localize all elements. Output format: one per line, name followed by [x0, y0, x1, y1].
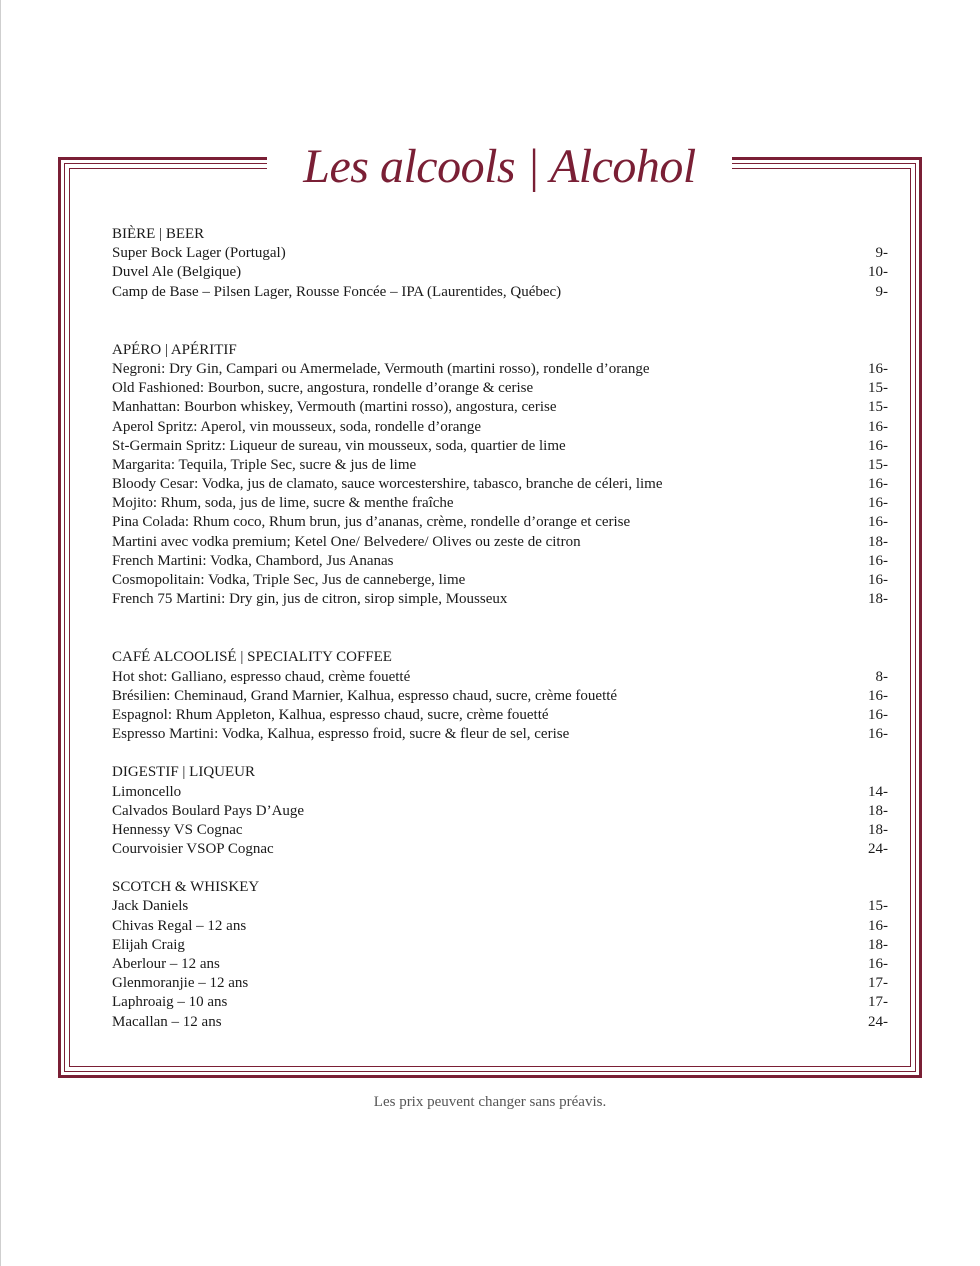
menu-item: [112, 706, 888, 725]
item-name: Calvados Boulard Pays D’Auge: [112, 802, 305, 819]
section-cafe: [112, 648, 888, 744]
item-name: Cosmopolitain: Vodka, Triple Sec, Jus de canneberge, lime: [112, 572, 466, 588]
item-name: St-Germain Spritz: Liqueur de sureau, vin mousseux, soda, quartier de lime: [112, 437, 566, 454]
item-price: 16-: [868, 495, 888, 512]
menu-item: [112, 379, 888, 398]
item-name: Jack Daniels: [112, 898, 189, 915]
item-price: 14-: [868, 783, 888, 800]
item-price: 18-: [868, 936, 888, 953]
item-price: 16-: [868, 514, 888, 531]
item-price: 16-: [868, 552, 888, 569]
section-title: SCOTCH & WHISKEY: [112, 879, 260, 896]
item-name: Manhattan: Bourbon whiskey, Vermouth (martini rosso), angostura, cerise: [112, 399, 557, 416]
item-price: 16-: [868, 687, 888, 704]
menu-item: [112, 687, 888, 706]
item-name: Elijah Craig: [112, 936, 185, 953]
item-name: Hennessy VS Cognac: [112, 821, 243, 838]
item-name: Glenmoranjie – 12 ans: [112, 975, 249, 992]
item-price: 16-: [868, 917, 888, 934]
item-price: 15-: [868, 456, 888, 473]
item-name: Espagnol: Rhum Appleton, Kalhua, espresso chaud, sucre, crème fouetté: [112, 706, 549, 723]
item-price: 16-: [868, 706, 888, 723]
menu-item: [112, 897, 888, 916]
menu-item: [112, 821, 888, 840]
item-price: 16-: [868, 956, 888, 972]
item-name: Negroni: Dry Gin, Campari ou Amermelade, Vermouth (martini rosso), rondelle d’orange: [112, 360, 650, 377]
item-price: 15-: [868, 380, 888, 397]
menu-item: [112, 418, 888, 437]
section-title: APÉRO | APÉRITIF: [112, 341, 237, 358]
item-price: 16-: [868, 418, 888, 435]
item-name: Martini avec vodka premium; Ketel One/ Belvedere/ Olives ou zeste de citron: [112, 533, 581, 550]
item-price: 9-: [875, 245, 888, 262]
menu-item: [112, 533, 888, 552]
menu-item: [112, 802, 888, 821]
item-name: Laphroaig – 10 ans: [112, 994, 228, 1011]
item-price: 17-: [868, 975, 888, 992]
item-price: 15-: [868, 898, 888, 915]
item-price: 24-: [868, 841, 888, 858]
menu-item: [112, 513, 888, 532]
item-name: Camp de Base – Pilsen Lager, Rousse Foncée – IPA (Laurentides, Québec): [112, 283, 562, 300]
page-edge-line: [0, 0, 1, 1266]
item-price: 16-: [868, 476, 888, 493]
section-digestif: [112, 763, 888, 859]
item-name: French Martini: Vodka, Chambord, Jus Ananas: [112, 552, 394, 569]
item-price: 8-: [875, 668, 888, 685]
item-price: 15-: [868, 399, 888, 416]
menu-item: [112, 917, 888, 936]
menu-item: [112, 590, 888, 609]
menu-item: [112, 668, 888, 687]
menu-item: [112, 398, 888, 417]
menu-item: [112, 475, 888, 494]
item-name: Bloody Cesar: Vodka, jus de clamato, sauce worcestershire, tabasco, branche de céleri, lime: [112, 476, 663, 493]
item-name: Aperol Spritz: Aperol, vin mousseux, soda, rondelle d’orange: [112, 418, 482, 435]
item-name: Old Fashioned: Bourbon, sucre, angostura, rondelle d’orange & cerise: [112, 380, 534, 397]
menu-item: [112, 571, 888, 590]
menu-item: [112, 283, 888, 302]
menu-item: [112, 783, 888, 802]
item-price: 16-: [868, 360, 888, 377]
item-price: 16-: [868, 726, 888, 743]
item-name: Chivas Regal – 12 ans: [112, 917, 247, 934]
section-title: BIÈRE | BEER: [112, 226, 205, 242]
item-price: 24-: [868, 1013, 888, 1030]
item-name: Duvel Ale (Belgique): [112, 264, 242, 281]
item-name: Aberlour – 12 ans: [112, 956, 220, 972]
item-name: Macallan – 12 ans: [112, 1013, 222, 1030]
item-name: French 75 Martini: Dry gin, jus de citron, sirop simple, Mousseux: [112, 591, 508, 608]
page-title: Les alcools | Alcohol: [303, 140, 696, 193]
menu-item: [112, 840, 888, 859]
menu-item: [112, 974, 888, 993]
item-price: 18-: [868, 802, 888, 819]
item-name: Brésilien: Cheminaud, Grand Marnier, Kalhua, espresso chaud, sucre, crème fouetté: [112, 687, 618, 704]
item-name: Hot shot: Galliano, espresso chaud, crème fouetté: [112, 668, 411, 685]
menu-item: [112, 552, 888, 571]
item-price: 9-: [875, 283, 888, 300]
section-scotch: [112, 878, 888, 1032]
menu-item: [112, 993, 888, 1012]
section-title: CAFÉ ALCOOLISÉ | SPECIALITY COFFEE: [112, 649, 392, 666]
menu-item: [112, 494, 888, 513]
menu-item: [112, 725, 888, 744]
section-apero: [112, 341, 888, 610]
item-name: Espresso Martini: Vodka, Kalhua, espresso froid, sucre & fleur de sel, cerise: [112, 726, 570, 743]
menu-item: [112, 360, 888, 379]
item-name: Courvoisier VSOP Cognac: [112, 841, 274, 858]
item-price: 18-: [868, 591, 888, 608]
item-price: 18-: [868, 821, 888, 838]
menu-item: [112, 1013, 888, 1032]
menu-item: [112, 437, 888, 456]
item-name: Limoncello: [112, 783, 182, 800]
item-name: Super Bock Lager (Portugal): [112, 245, 286, 262]
section-title: DIGESTIF | LIQUEUR: [112, 764, 255, 781]
item-price: 18-: [868, 533, 888, 550]
item-name: Pina Colada: Rhum coco, Rhum brun, jus d’ananas, crème, rondelle d’orange et cerise: [112, 514, 631, 531]
menu-item: [112, 936, 888, 955]
section-biere: [112, 225, 888, 302]
item-price: 16-: [868, 437, 888, 454]
menu-item: [112, 263, 888, 282]
item-name: Margarita: Tequila, Triple Sec, sucre & jus de lime: [112, 456, 417, 473]
item-price: 10-: [868, 264, 888, 281]
menu-item: [112, 244, 888, 263]
item-name: Mojito: Rhum, soda, jus de lime, sucre & menthe fraîche: [112, 495, 454, 512]
item-price: 17-: [868, 994, 888, 1011]
menu-content: [112, 225, 888, 1032]
menu-item: [112, 456, 888, 475]
price-disclaimer: Les prix peuvent changer sans préavis.: [373, 1094, 607, 1110]
item-price: 16-: [868, 572, 888, 588]
menu-item: [112, 955, 888, 974]
